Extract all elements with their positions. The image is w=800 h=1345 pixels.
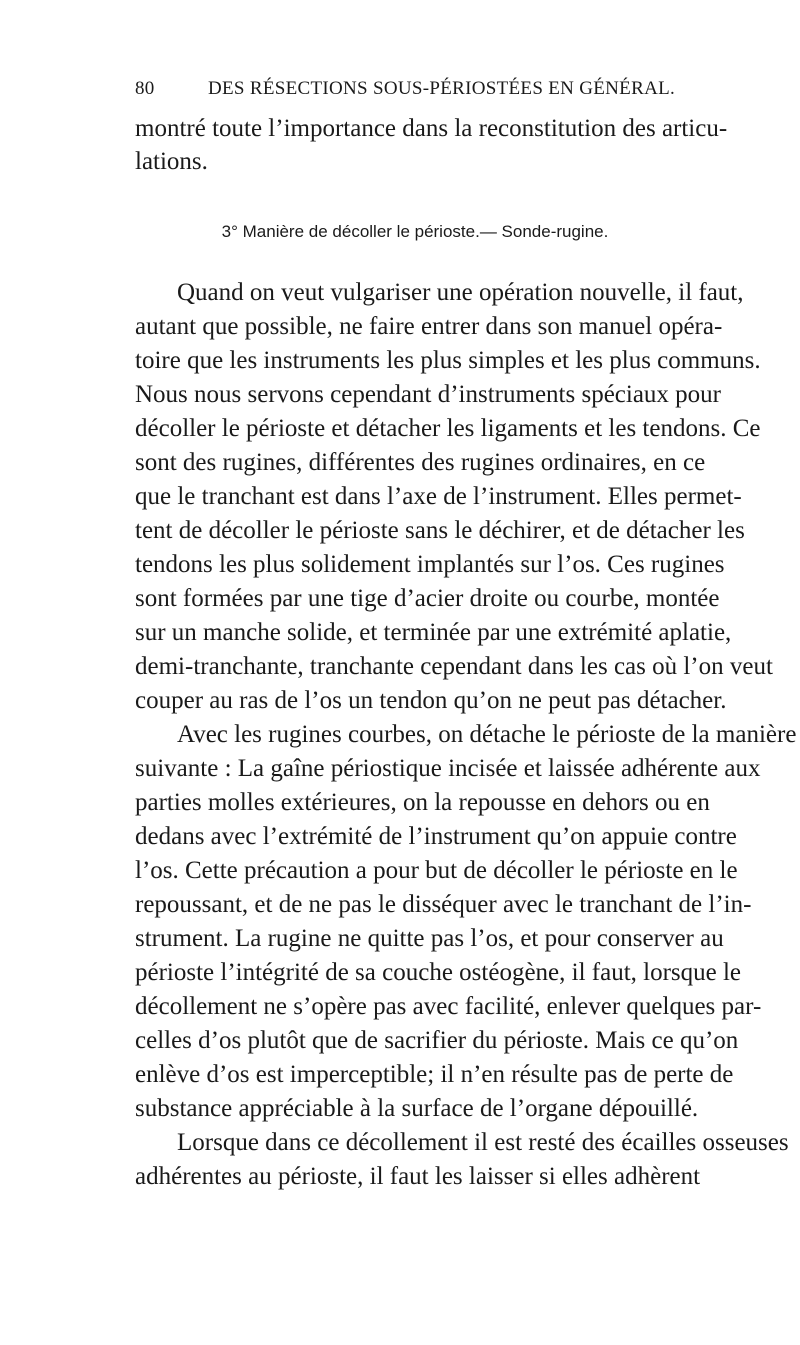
text-line: lations. (135, 148, 208, 175)
text-line: enlève d’os est imperceptible; il n’en résulte pas de perte de (135, 1061, 734, 1088)
text-line: adhérentes au périoste, il faut les laisser si elles adhèrent (135, 1163, 701, 1190)
text-line: toire que les instruments les plus simples et les plus communs. (135, 347, 761, 374)
text-line: que le tranchant est dans l’axe de l’instrument. Elles permet- (135, 483, 742, 510)
text-line: périoste l’intégrité de sa couche ostéogène, il faut, lorsque le (135, 959, 742, 986)
section-heading: 3° Manière de décoller le périoste.— Sonde-rugine. (221, 222, 609, 241)
text-line: Lorsque dans ce décollement il est resté des écailles osseuses (177, 1129, 789, 1156)
text-line: parties molles extérieures, on la repousse en dehors ou en (135, 789, 710, 816)
text-line: couper au ras de l’os un tendon qu’on ne peut pas détacher. (135, 687, 727, 714)
text-line: l’os. Cette précaution a pour but de décoller le périoste en le (135, 857, 738, 884)
text-line: montré toute l’importance dans la reconstitution des articu- (135, 115, 728, 142)
text-line: substance appréciable à la surface de l’organe dépouillé. (135, 1095, 699, 1122)
text-line: strument. La rugine ne quitte pas l’os, et pour conserver au (135, 925, 724, 952)
text-line: repoussant, et de ne pas le disséquer avec le tranchant de l’in- (135, 891, 752, 918)
text-line: Avec les rugines courbes, on détache le périoste de la manière (177, 721, 797, 748)
page-number: 80 (135, 78, 155, 99)
running-header (135, 78, 695, 108)
text-line: celles d’os plutôt que de sacrifier du périoste. Mais ce qu’on (135, 1027, 739, 1054)
text-line: Nous nous servons cependant d’instruments spéciaux pour (135, 381, 721, 408)
running-title: DES RÉSECTIONS SOUS-PÉRIOSTÉES EN GÉNÉRAL. (208, 78, 676, 99)
text-line: autant que possible, ne faire entrer dans son manuel opéra- (135, 313, 723, 340)
text-line: demi-tranchante, tranchante cependant dans les cas où l’on veut (135, 653, 773, 680)
text-line: tent de décoller le périoste sans le déchirer, et de détacher les (135, 517, 745, 544)
text-line: sont formées par une tige d’acier droite ou courbe, montée (135, 585, 720, 612)
text-line: décoller le périoste et détacher les ligaments et les tendons. Ce (135, 415, 761, 442)
text-line: dedans avec l’extrémité de l’instrument qu’on appuie contre (135, 823, 737, 850)
text-line: suivante : La gaîne périostique incisée et laissée adhérente aux (135, 755, 761, 782)
text-line: sur un manche solide, et terminée par une extrémité aplatie, (135, 619, 732, 646)
text-line: décollement ne s’opère pas avec facilité, enlever quelques par- (135, 993, 762, 1020)
text-line: tendons les plus solidement implantés sur l’os. Ces rugines (135, 551, 725, 578)
text-line: sont des rugines, différentes des rugines ordinaires, en ce (135, 449, 706, 476)
text-line: Quand on veut vulgariser une opération nouvelle, il faut, (177, 279, 744, 306)
